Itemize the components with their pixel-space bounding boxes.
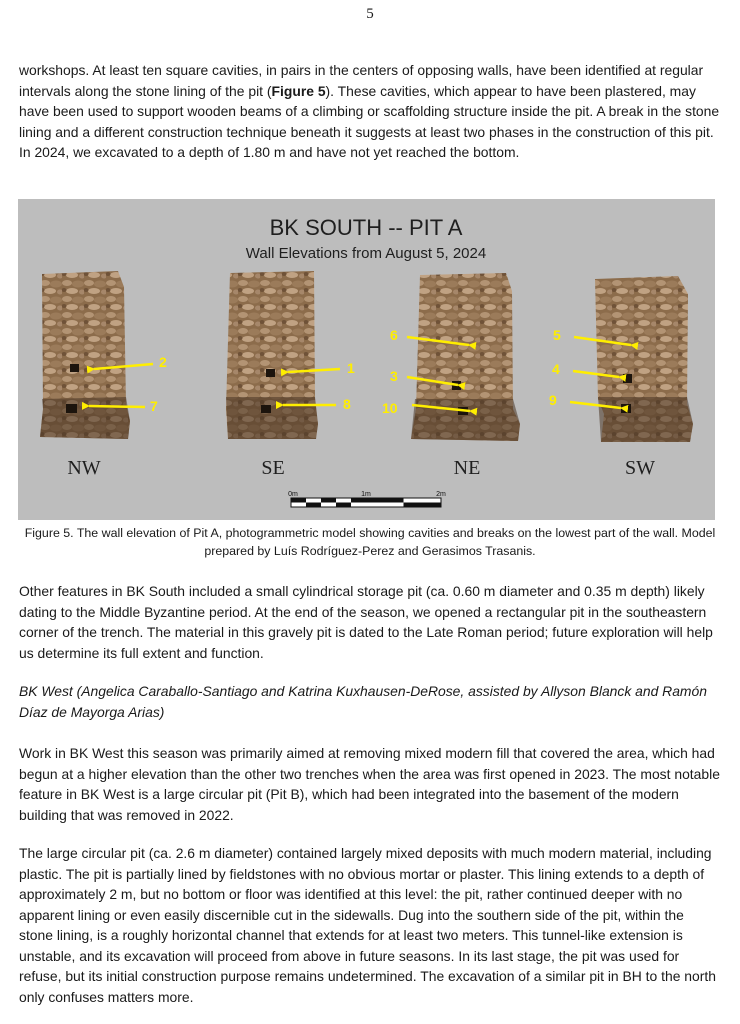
marker-number: 10 bbox=[382, 400, 398, 416]
wall-label-ne: NE bbox=[453, 457, 481, 479]
cavity bbox=[623, 374, 632, 383]
paragraph-bk-west-work: Work in BK West this season was primarily aimed at removing mixed modern fill that covered the area, which had begun at a higher elevation than the other two trenches when the area was first opened in 2023. The most notable feature in BK West is a large circular pit (Pit B), which had been integrated into the basement of the modern building that was removed in 2022. bbox=[19, 745, 720, 823]
wall-sw bbox=[595, 276, 693, 442]
figure-subtitle: Wall Elevations from August 5, 2024 bbox=[245, 245, 487, 262]
page-number: 5 bbox=[366, 6, 374, 22]
wall-label-sw: SW bbox=[625, 457, 655, 479]
wall-label-nw: NW bbox=[67, 457, 101, 479]
cavity bbox=[70, 364, 79, 372]
marker-number: 6 bbox=[390, 327, 398, 343]
scale-label: 0m bbox=[288, 491, 298, 498]
cavity bbox=[66, 404, 77, 413]
section-heading-bk-west: BK West (Angelica Caraballo-Santiago and Katrina Kuxhausen-DeRose, assisted by Allyson Blanck and Ramón Díaz de Mayorga Arias) bbox=[19, 683, 707, 720]
figure-5 bbox=[18, 199, 715, 520]
marker-number: 1 bbox=[347, 360, 355, 376]
marker-number: 7 bbox=[150, 398, 158, 414]
figure-reference: Figure 5 bbox=[271, 82, 326, 99]
paragraph-pit-b: The large circular pit (ca. 2.6 m diameter) contained largely mixed deposits with much modern material, including plastic. The pit is partially lined by fieldstones with no obvious mortar or plaster. This lining extends to a depth of approximately 2 m, but no bottom or floor was identified at this level: the pit, rather continued deeper with no apparent lining or even easily discernible cut in the sidewalls. Dug into the southern side of the pit, within the stone lining, is a roughly horizontal channel that extends for at least two meters. This tunnel-like extension is unstable, and its excavation will proceed from above in future seasons. In its last stage, the pit was used for refuse, but its initial construction purpose remains undetermined. The excavation of a similar pit in BH to the north only confuses matters more. bbox=[19, 845, 716, 1005]
marker-number: 3 bbox=[390, 368, 398, 384]
wall-ne bbox=[411, 273, 520, 441]
cavity bbox=[266, 369, 275, 377]
marker-number: 9 bbox=[549, 392, 557, 408]
cavity bbox=[261, 405, 271, 413]
wall-elevation-figure bbox=[18, 199, 715, 520]
paragraph-pit-a-cavities bbox=[19, 60, 721, 163]
figure-caption: Figure 5. The wall elevation of Pit A, photogrammetric model showing cavities and breaks on the lowest part of the wall. Model prepared by Luís Rodríguez-Perez and Gerasimos Trasanis. bbox=[24, 526, 716, 558]
marker-number: 8 bbox=[343, 396, 351, 412]
scale-bar bbox=[288, 491, 446, 507]
wall-se bbox=[226, 271, 318, 439]
wall-nw bbox=[40, 271, 130, 439]
paragraph-bk-south-features: Other features in BK South included a small cylindrical storage pit (ca. 0.60 m diameter and 0.35 m depth) likely dating to the Middle Byzantine period. At the end of the season, we opened a rectangular pit in the southeastern corner of the trench. The material in this gravely pit is dated to the Late Roman period; future exploration will help us determine its full extent and function. bbox=[19, 583, 713, 661]
scale-label: 2m bbox=[436, 491, 446, 498]
paragraph-text: workshops. At least ten square cavities, in pairs in the centers of opposing walls, have been identified at regular intervals along the stone lining of the pit ( bbox=[19, 62, 704, 99]
cavity bbox=[621, 404, 631, 413]
paragraph-text: ). These cavities, which appear to have been plastered, may have been used to support wooden beams of a climbing or scaffolding structure inside the pit. A break in the stone lining and a different construction technique beneath it suggests at least two phases in the construction of this pit. In 2024, we excavated to a depth of 1.80 m and have not yet reached the bottom. bbox=[19, 82, 720, 160]
scale-label: 1m bbox=[361, 491, 371, 498]
marker-number: 2 bbox=[159, 354, 167, 370]
marker-number: 5 bbox=[553, 327, 561, 343]
marker-number: 4 bbox=[552, 361, 560, 377]
arrow bbox=[89, 406, 145, 407]
figure-title: BK SOUTH -- PIT A bbox=[269, 215, 463, 240]
wall-label-se: SE bbox=[261, 457, 285, 479]
